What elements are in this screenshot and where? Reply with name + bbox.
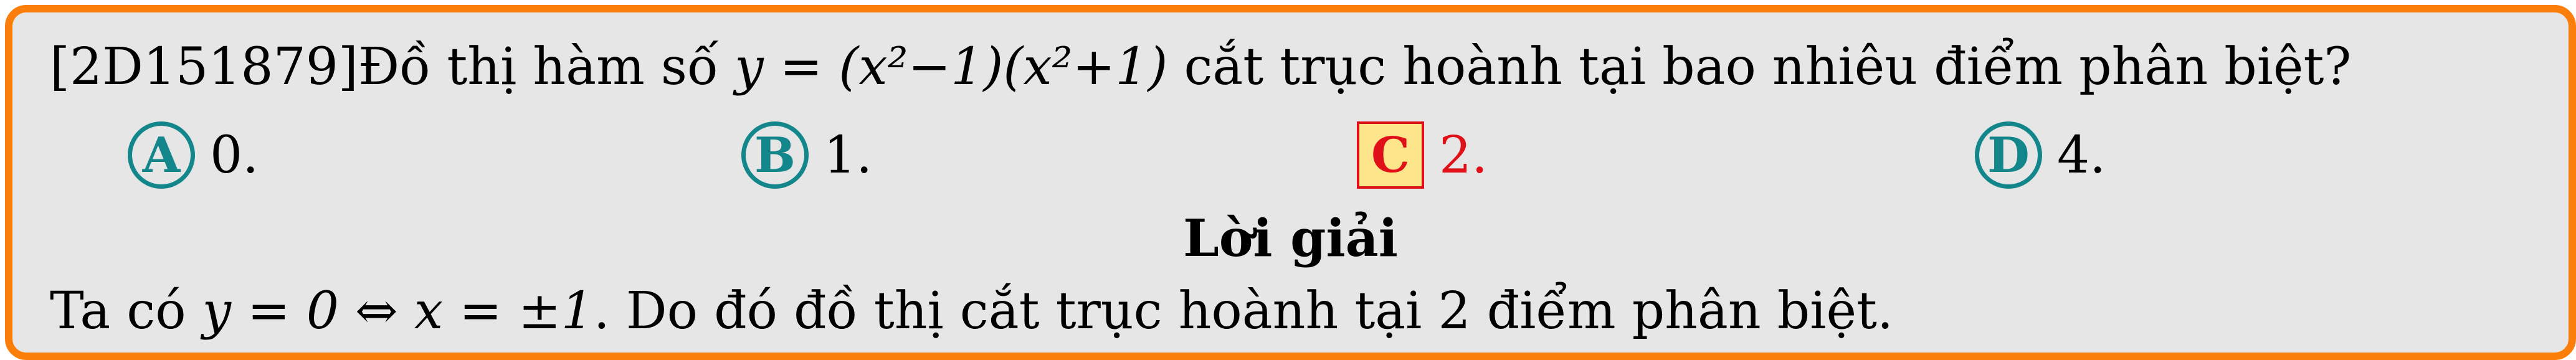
solution-title: Lời giải [1183, 209, 1398, 268]
choice-d-value: 4. [2057, 125, 2106, 185]
answer-choices [12, 121, 2569, 196]
choice-b[interactable] [741, 121, 872, 189]
choice-c-correct[interactable] [1357, 121, 1488, 189]
solution-text-before: Ta có [50, 282, 202, 341]
choice-a-badge: A [128, 121, 195, 189]
choice-a-value: 0. [210, 125, 259, 185]
choice-c-value: 2. [1439, 125, 1488, 185]
solution-formula: y = 0 ⇔ x = ±1 [202, 282, 594, 341]
choice-b-badge: B [741, 121, 809, 189]
question-text-before: Đồ thị hàm số [358, 37, 735, 97]
solution-text-after: . Do đó đồ thị cắt trục hoành tại 2 điểm phân biệt. [593, 282, 1894, 341]
question-code: [2D151879] [50, 37, 358, 97]
choice-d[interactable] [1975, 121, 2106, 189]
question-formula: y = (x²−1)(x²+1) [734, 37, 1168, 97]
exercise-box [5, 5, 2576, 360]
question-line [50, 37, 2351, 97]
question-text-after: cắt trục hoành tại bao nhiêu điểm phân biệt? [1167, 37, 2352, 97]
solution-line [50, 282, 1893, 341]
choice-c-badge: C [1357, 121, 1424, 189]
choice-b-value: 1. [824, 125, 873, 185]
choice-d-badge: D [1975, 121, 2042, 189]
choice-a[interactable] [128, 121, 259, 189]
